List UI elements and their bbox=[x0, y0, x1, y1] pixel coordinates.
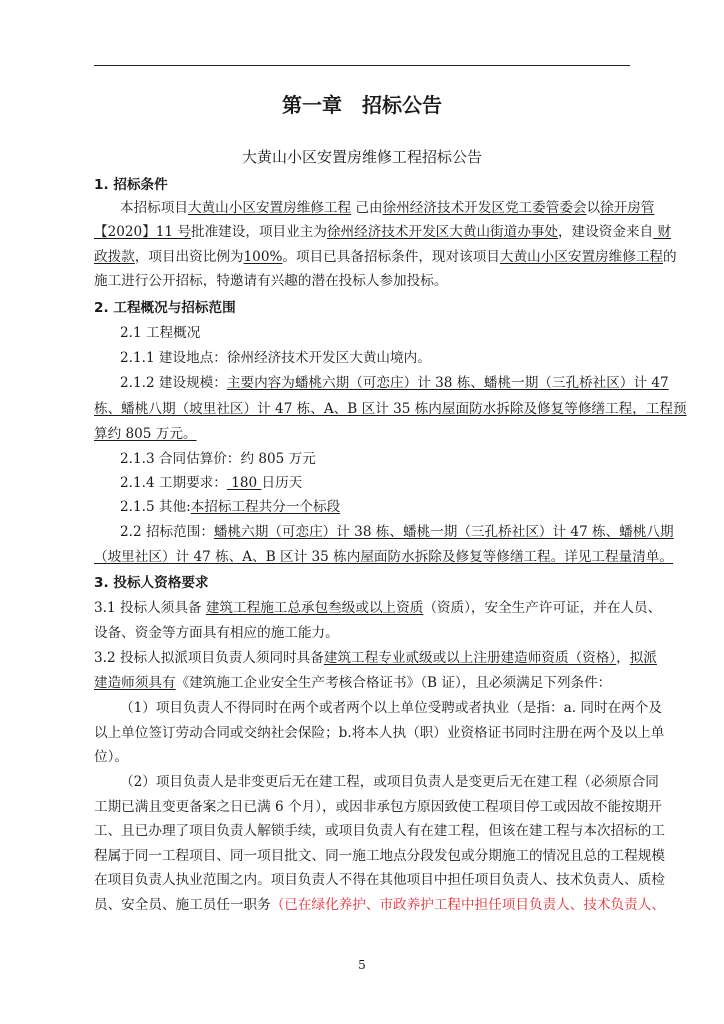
condition2-line5: 在项目负责人执业范围之内。项目负责人不得在其他项目中担任项目负责人、技术负责人、质检 bbox=[94, 872, 665, 888]
section2-1-4: 2.1.4 工期要求： 180 日历天 bbox=[120, 475, 303, 491]
notice-title: 大黄山小区安置房维修工程招标公告 bbox=[241, 148, 482, 166]
condition2-line2: 工期已满且变更备案之日已满 6 个月），或因非承包方原因致使工程项目停工或因故不能按期开 bbox=[94, 799, 662, 815]
condition1-line2: 以上单位签订劳动合同或交纳社会保险；b.将本人执（职）业资格证书同时注册在两个及以上单 bbox=[94, 725, 665, 741]
section3-1-line1: 3.1 投标人须具备 建筑工程施工总承包叁级或以上资质（资质），安全生产许可证，并在人员、 bbox=[94, 600, 662, 616]
section2-1-2-line2: 栋、蟠桃八期（坡里社区）计 47 栋、A、B 区计 35 栋内屋面防水拆除及修复等修缮工程，工程预 bbox=[94, 401, 687, 417]
condition1-line3: 位）。 bbox=[94, 749, 128, 765]
section2-1-5: 2.1.5 其他:本招标工程共分一个标段 bbox=[120, 499, 341, 515]
condition1-line1: （1）项目负责人不得同时在两个或者两个以上单位受聘或者执业（是指：a. 同时在两个及 bbox=[120, 700, 662, 716]
section1-line3: 政拨款，项目出资比例为100%。项目已具备招标条件，现对该项目大黄山小区安置房维修工程的 bbox=[94, 249, 677, 265]
chapter-title: 第一章 招标公告 bbox=[282, 93, 442, 117]
section1-line1: 本招标项目大黄山小区安置房维修工程 己由徐州经济技术开发区党工委管委会以徐开房管 bbox=[120, 200, 655, 216]
section2-1-1: 2.1.1 建设地点：徐州经济技术开发区大黄山境内。 bbox=[120, 350, 431, 366]
section2-1: 2.1 工程概况 bbox=[120, 325, 201, 341]
condition2-line1: （2）项目负责人是非变更后无在建工程，或项目负责人是变更后无在建工程（必须原合同 bbox=[120, 774, 659, 790]
section1-line4: 施工进行公开招标，特邀请有兴趣的潜在投标人参加投标。 bbox=[94, 273, 448, 289]
section1-line2: 【2020】11 号批准建设，项目业主为徐州经济技术开发区大黄山街道办事处，建设资金来自 财 bbox=[94, 224, 672, 240]
section3-1-line2: 设备、资金等方面具有相应的施工能力。 bbox=[94, 625, 339, 641]
section3-heading: 3. 投标人资格要求 bbox=[94, 575, 209, 591]
section2-heading: 2. 工程概况与招标范围 bbox=[94, 300, 236, 316]
header-rule bbox=[94, 65, 630, 66]
condition2-line6: 员、安全员、施工员任一职务（已在绿化养护、市政养护工程中担任项目负责人、技术负责人、 bbox=[94, 897, 665, 913]
condition2-line4: 程属于同一工程项目、同一项目批文、同一施工地点分段发包或分期施工的情况且总的工程规模 bbox=[94, 848, 665, 864]
section3-2-line2: 建造师须具有《建筑施工企业安全生产考核合格证书》（B 证），且必须满足下列条件： bbox=[94, 675, 612, 691]
page-number: 5 bbox=[358, 958, 366, 972]
section3-2-line1: 3.2 投标人拟派项目负责人须同时具备建筑工程专业贰级或以上注册建造师资质（资格），拟派 bbox=[94, 650, 657, 666]
condition2-line3: 工、且已办理了项目负责人解锁手续，或项目负责人有在建工程，但该在建工程与本次招标的工 bbox=[94, 823, 665, 839]
red-highlight-text: （已在绿化养护、市政养护工程中担任项目负责人、技术负责人、 bbox=[270, 897, 665, 913]
section2-1-3: 2.1.3 合同估算价：约 805 万元 bbox=[120, 451, 316, 467]
section2-1-2-line1: 2.1.2 建设规模：主要内容为蟠桃六期（可恋庄）计 38 栋、蟠桃一期（三孔桥社区）计 47 bbox=[120, 375, 669, 391]
section2-1-2-line3: 算约 805 万元。 bbox=[94, 426, 197, 442]
section2-2-line1: 2.2 招标范围：蟠桃六期（可恋庄）计 38 栋、蟠桃一期（三孔桥社区）计 47 栋、蟠桃八期 bbox=[120, 524, 674, 540]
section2-2-line2: （坡里社区）计 47 栋、A、B 区计 35 栋内屋面防水拆除及修复等修缮工程。详见工程量清单。 bbox=[94, 549, 673, 565]
section1-heading: 1. 招标条件 bbox=[94, 177, 168, 193]
